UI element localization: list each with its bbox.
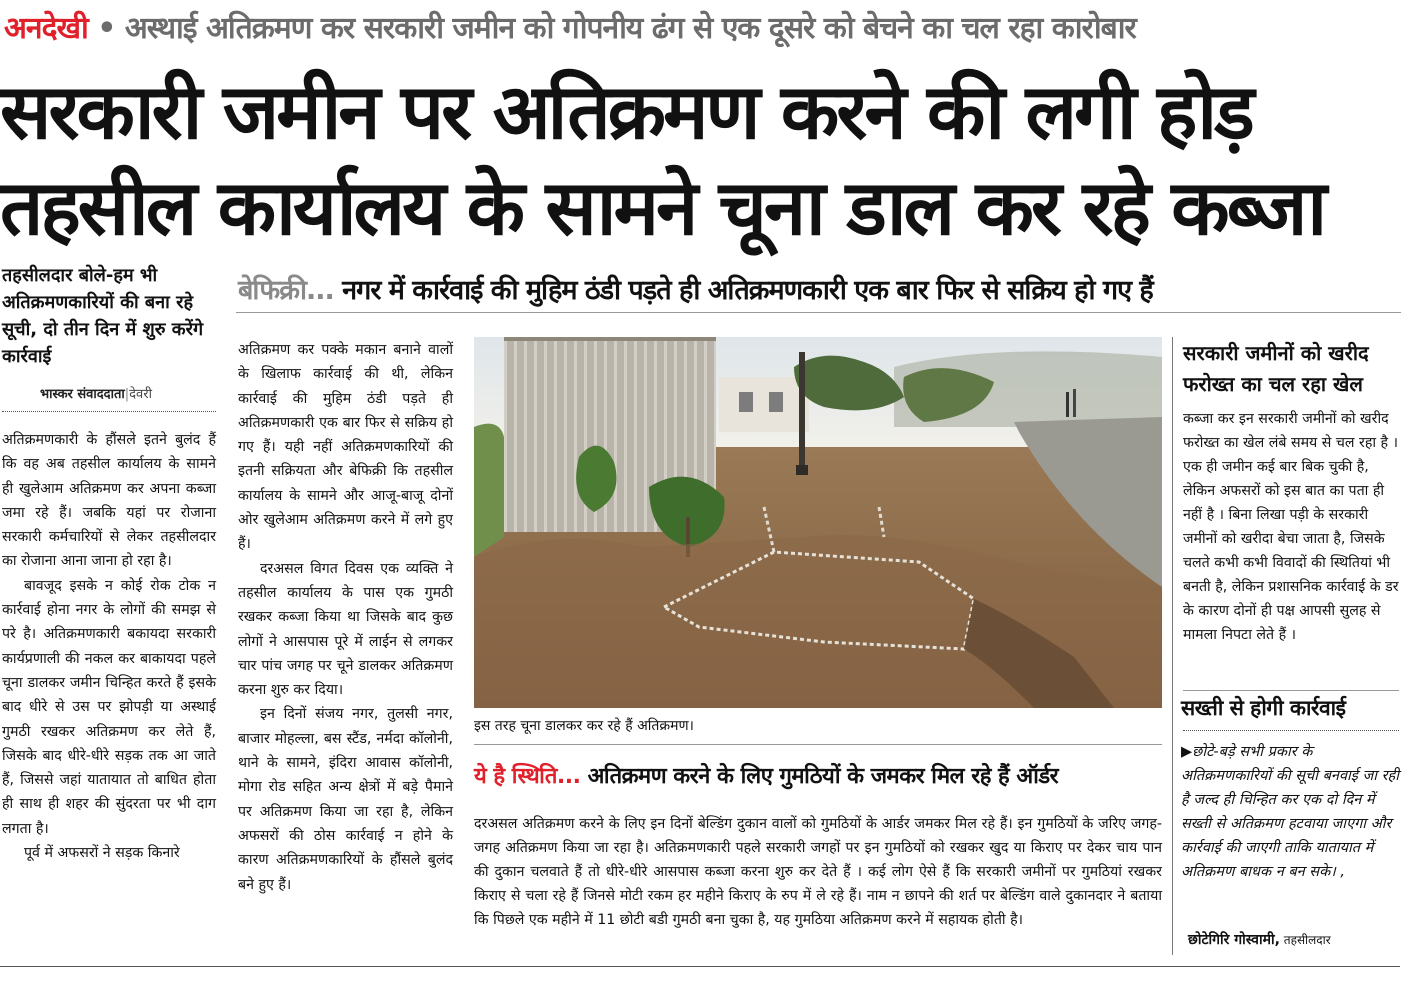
subheadline-rule <box>236 312 1401 313</box>
kicker-text: • अस्थाई अतिक्रमण कर सरकारी जमीन को गोपनीय ढंग से एक दूसरे को बेचने का चल रहा कारोबार <box>87 11 1136 46</box>
byline-divider <box>2 411 216 412</box>
official-name: छोटेगिरि गोस्वामी, <box>1188 932 1280 948</box>
official-quote: ▶छोटे-बड़े सभी प्रकार के अतिक्रमणकारियों की सूची बनवाई जा रही है जल्द ही चिन्हित कर एक दो दिन में सख्ती से अतिक्रमण हटवाया जाएगा और कार्रवाई की जाएगी ताकि यातायात में अतिक्रमण बाधक न बन सके। , <box>1181 744 1399 880</box>
sidebar-rule <box>1183 690 1399 691</box>
column2-paragraph: दरअसल विगत दिवस एक व्यक्ति ने तहसील कार्यालय के पास एक गुमठी रखकर कब्जा किया था जिसके बाद कुछ लोगों ने आसपास पूरे में लाईन से लगकर चार पांच जगह पर चूने डालकर अतिक्रमण करना शुरु कर दिया। <box>238 560 453 699</box>
article-column-2 <box>238 338 453 897</box>
headline-line-1: सरकारी जमीन पर अतिक्रमण करने की लगी होड़ <box>0 67 1252 156</box>
subheadline-text: नगर में कार्रवाई की मुहिम ठंडी पड़ते ही अतिक्रमणकारी एक बार फिर से सक्रिय हो गए हैं <box>333 275 1153 306</box>
column2-paragraph: अतिक्रमण कर पक्के मकान बनाने वालों के खिलाफ कार्रवाई की थी, लेकिन कार्रवाई की मुहिम ठंडी पड़ते ही अतिक्रमणकारी एक बार फिर से सक्रिय हो गए हैं। यही नहीं अतिक्रमणकारियों की इतनी सक्रियता और बेफिक्री कि तहसील कार्यालय के सामने और आजू-बाजू दोनों ओर खुलेआम अतिक्रमण करने में लगे हुए हैं। <box>238 342 453 553</box>
official-title: तहसीलदार <box>1279 933 1331 947</box>
sidebar-heading: सरकारी जमीनों को खरीद फरोख्त का चल रहा खेल <box>1183 341 1369 396</box>
byline-name: भास्कर संवाददाता <box>40 387 125 402</box>
photo-illustration <box>474 337 1162 708</box>
situation-text: अतिक्रमण करने के लिए गुमठियों के जमकर मिल रहे हैं ऑर्डर <box>580 764 1059 789</box>
article-photo <box>474 337 1162 708</box>
subheadline-lead: बेफिक्री... <box>238 275 334 306</box>
caption-rule <box>474 744 1162 745</box>
byline <box>40 384 152 402</box>
photo-caption: इस तरह चूना डालकर कर रहे हैं अतिक्रमण। <box>474 718 694 734</box>
byline-separator: | <box>124 387 130 402</box>
official-attribution <box>1188 930 1331 949</box>
column1-paragraph: पूर्व में अफसरों ने सड़क किनारे <box>24 845 180 862</box>
page-bottom-rule <box>0 966 1400 967</box>
column1-paragraph: बावजूद इसके न कोई रोक टोक न कार्रवाई होना नगर के लोगों की समझ से परे है। अतिक्रमणकारी बकायदा सरकारी कार्यप्रणाली की नकल कर बाकायदा पहले चूना डालकर जमीन चिन्हित करते हैं इसके बाद धीरे से उस पर झोपड़ी या अस्थाई गुमठी रखकर अतिक्रमण कर लेते हैं, जिसके बाद धीरे-धीरे सड़क तक आ जाते हैं, जिससे जहां यातायात तो बाधित होता ही साथ ही शहर की सुंदरता पर भी दाग लगता है। <box>2 577 216 837</box>
article-column-1 <box>2 428 216 865</box>
strict-divider <box>1183 730 1399 731</box>
situation-heading <box>474 760 1058 790</box>
kicker-line <box>4 6 1399 47</box>
column-divider <box>1172 337 1173 955</box>
column2-paragraph: इन दिनों संजय नगर, तुलसी नगर, बाजार मोहल्ला, बस स्टैंड, नर्मदा कॉलोनी, थाने के सामने, इंदिरा आवास कॉलोनी, मोगा रोड सहित अन्य क्षेत्रों में बड़े पैमाने पर अतिक्रमण किया जा रहा है, लेकिन अफसरों की ठोस कार्रवाई न होने के कारण अतिक्रमणकारियों के हौंसले बुलंद बने हुए हैं। <box>238 706 453 893</box>
byline-place: देवरी <box>129 387 152 402</box>
headline-line-2: तहसील कार्यालय के सामने चूना डाल कर रहे कब्जा <box>0 163 1325 252</box>
situation-lead: ये है स्थिति... <box>474 764 581 789</box>
subheadline <box>238 270 1401 307</box>
situation-body: दरअसल अतिक्रमण करने के लिए इन दिनों बेल्डिंग दुकान वालों को गुमठियों के आर्डर जमकर मिल रहे हैं। इन गुमठियों के जरिए जगह-जगह अतिक्रमण किया जा रहा है। अतिक्रमणकारी पहले सरकारी जगहों पर इन गुमठियों को रखकर खुद या किराए पर देकर चाय पान की दुकान चलवाते हैं तो धीरे-धीरे आसपास कब्जा करना शुरु कर देते हैं । कई लोग ऐसे हैं कि सरकारी जमीनों पर गुमठियां रखकर किराए से चला रहे हैं जिनसे मोटी रकम हर महीने किराए के रुप में ले रहे हैं। नाम न छापने की शर्त पर बेल्डिंग वाले दुकानदार ने बताया कि पिछले एक महीने में 11 छोटी बडी गुमठी बना चुका है, यह गुमठिया अतिक्रमण करने में सहायक होती है। <box>474 816 1162 928</box>
side-headline: तहसीलदार बोले-हम भी अतिक्रमणकारियों की बना रहे सूची, दो तीन दिन में शुरु करेंगे कार्रवाई <box>2 265 204 367</box>
column1-paragraph: अतिक्रमणकारी के हौंसले इतने बुलंद हैं कि वह अब तहसील कार्यालय के सामने ही खुलेआम अतिक्रमण कर अपना कब्जा जमा रहे हैं। जबकि यहां पर रोजाना सरकारी कर्मचारियों से लेकर तहसीलदार का रोजाना आना जाना हो रहा है। <box>2 432 216 570</box>
kicker-label: अनदेखी <box>4 11 88 46</box>
strict-heading: सख्ती से होगी कार्रवाई <box>1181 696 1346 720</box>
sidebar-body: कब्जा कर इन सरकारी जमीनों को खरीद फरोख्त का खेल लंबे समय से चल रहा है । एक ही जमीन कई बार बिक चुकी है, लेकिन अफसरों को इस बात का पता ही नहीं है । बिना लिखा पड़ी के सरकारी जमीनों को खरीदा बेचा जाता है, जिसके चलते कभी कभी विवादों की स्थितियां भी बनती है, लेकिन प्रशासनिक कार्रवाई के डर के कारण दोनों ही पक्ष आपसी सुलह से मामला निपटा लेते हैं । <box>1183 411 1399 643</box>
